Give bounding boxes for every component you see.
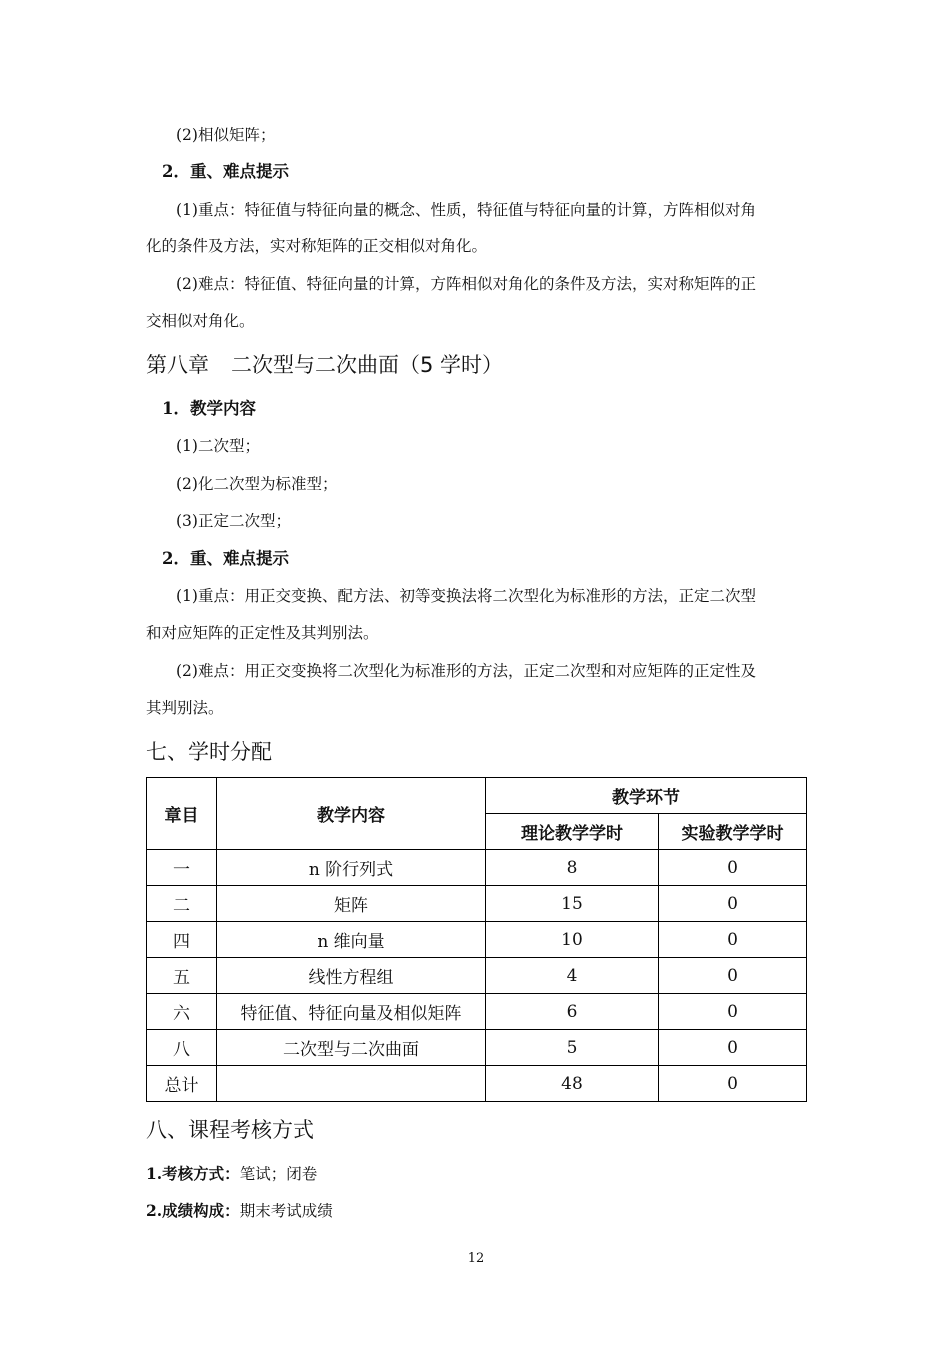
exam-mode-value: 笔试；闭卷 [239,1165,318,1183]
ch7-key-heading: 2．重、难点提示 [162,162,289,181]
ch8-item-3: (3)正定二次型； [176,512,291,530]
ch8-difficulty-line1: (2)难点：用正交变换将二次型化为标准形的方法，正定二次型和对应矩阵的正定性及 [176,662,756,680]
cell-content: 特征值、特征向量及相似矩阵 [217,994,486,1030]
grade-composition-value: 期末考试成绩 [239,1202,333,1220]
header-teaching-stage: 教学环节 [486,778,807,814]
grade-composition-line [146,1201,333,1221]
cell-theory: 10 [486,922,659,958]
grade-composition-label: 2.成绩构成： [146,1201,240,1220]
table-header-row [147,778,807,814]
cell-theory: 8 [486,850,659,886]
ch8-key-heading: 2．重、难点提示 [162,549,289,568]
table-total-row [147,1066,807,1102]
cell-theory: 5 [486,1030,659,1066]
ch8-key-point-line1: (1)重点：用正交变换、配方法、初等变换法将二次型化为标准形的方法，正定二次型 [176,587,756,605]
section-7-title: 七、学时分配 [146,740,272,764]
cell-lab: 0 [659,958,807,994]
header-chapter: 章目 [147,778,217,850]
cell-chapter: 总计 [147,1066,217,1102]
cell-chapter: 一 [147,850,217,886]
ch7-item-similar-matrix: (2)相似矩阵； [176,126,276,144]
ch8-item-1: (1)二次型； [176,437,260,455]
cell-lab: 0 [659,994,807,1030]
cell-theory: 6 [486,994,659,1030]
cell-lab: 0 [659,922,807,958]
ch7-key-point-line2: 化的条件及方法，实对称矩阵的正交相似对角化。 [146,237,488,255]
table-row [147,922,807,958]
hours-allocation-table [146,777,807,1102]
ch8-content-heading: 1．教学内容 [162,399,256,418]
cell-content [217,1066,486,1102]
ch7-key-point-line1: (1)重点：特征值与特征向量的概念、性质，特征值与特征向量的计算，方阵相似对角 [176,201,756,219]
cell-content: 矩阵 [217,886,486,922]
cell-lab: 0 [659,1030,807,1066]
ch8-difficulty-line2: 其判别法。 [146,699,224,717]
chapter-8-title [146,352,503,378]
table-row [147,994,807,1030]
section-8-title: 八、课程考核方式 [146,1118,314,1142]
cell-theory: 4 [486,958,659,994]
header-content: 教学内容 [217,778,486,850]
table-row [147,958,807,994]
cell-theory: 15 [486,886,659,922]
cell-lab: 0 [659,850,807,886]
cell-chapter: 六 [147,994,217,1030]
exam-mode-label: 1.考核方式： [146,1164,240,1183]
ch8-key-point-line2: 和对应矩阵的正定性及其判别法。 [146,624,379,642]
exam-mode-line [146,1164,317,1184]
cell-lab: 0 [659,886,807,922]
cell-content: 线性方程组 [217,958,486,994]
page-number: 12 [467,1251,485,1266]
ch7-difficulty-line2: 交相似对角化。 [146,312,255,330]
header-theory-hours: 理论教学学时 [486,814,659,850]
ch7-difficulty-line1: (2)难点：特征值、特征向量的计算，方阵相似对角化的条件及方法，实对称矩阵的正 [176,275,756,293]
header-lab-hours: 实验教学学时 [659,814,807,850]
cell-theory: 48 [486,1066,659,1102]
table-row [147,1030,807,1066]
cell-chapter: 五 [147,958,217,994]
cell-content: 二次型与二次曲面 [217,1030,486,1066]
cell-chapter: 四 [147,922,217,958]
cell-content: n 维向量 [217,922,486,958]
cell-lab: 0 [659,1066,807,1102]
ch8-item-2: (2)化二次型为标准型； [176,475,338,493]
table-row [147,850,807,886]
table-row [147,886,807,922]
chapter-8-number: 第八章 [146,353,209,377]
cell-content: n 阶行列式 [217,850,486,886]
cell-chapter: 八 [147,1030,217,1066]
chapter-8-name: 二次型与二次曲面（5 学时） [231,353,504,377]
cell-chapter: 二 [147,886,217,922]
